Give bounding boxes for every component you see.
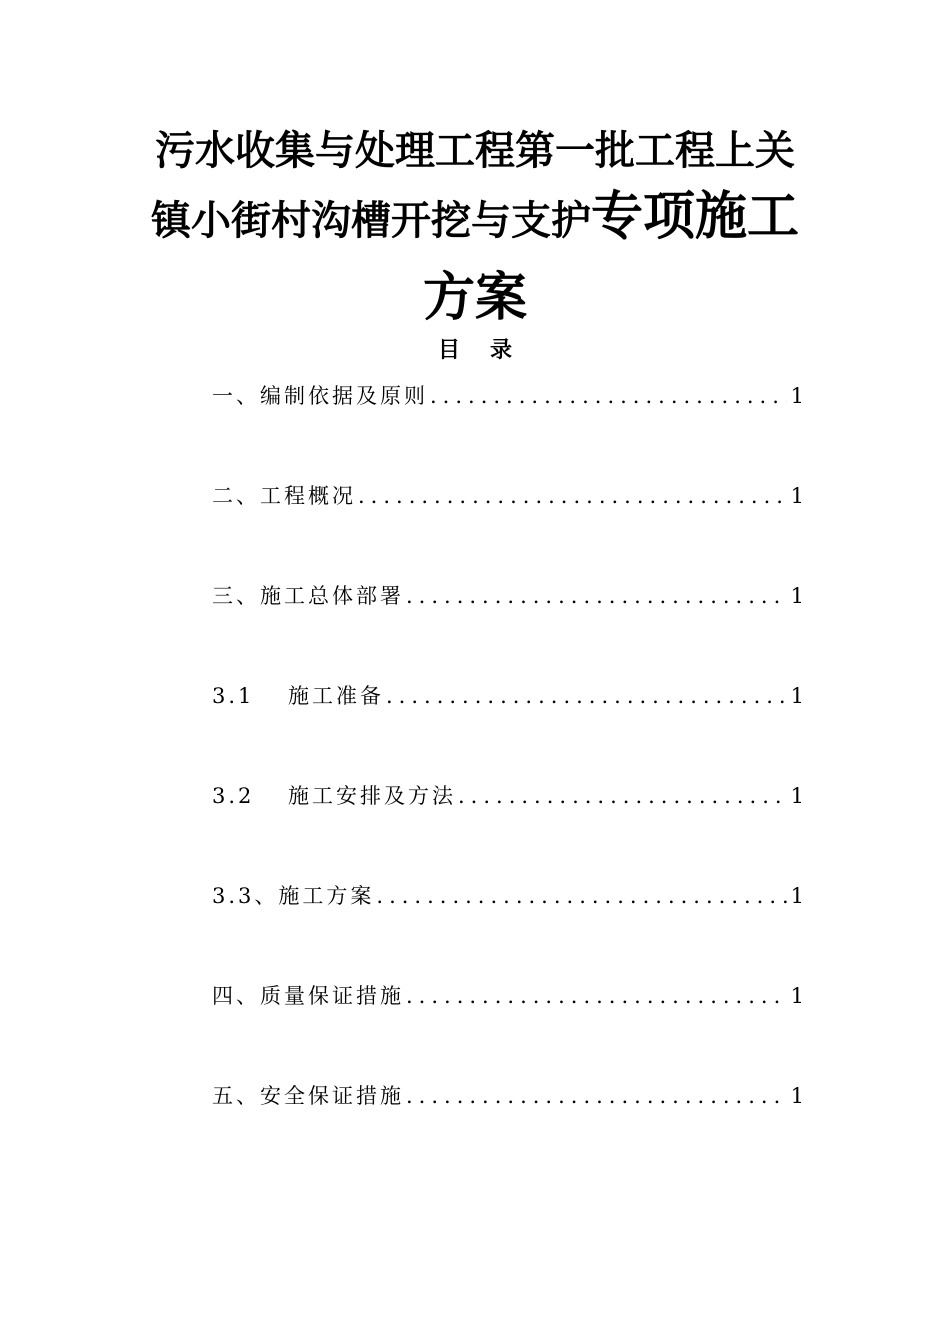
table-of-contents — [212, 380, 804, 1180]
toc-entry-4[interactable] — [212, 680, 804, 780]
document-title — [140, 118, 810, 334]
toc-dot-leader — [406, 584, 787, 608]
toc-entry-label: 施工安排及方法 — [288, 784, 456, 808]
title-line-2 — [140, 184, 810, 262]
toc-entry-6[interactable] — [212, 880, 804, 980]
toc-entry-2[interactable] — [212, 480, 804, 580]
title-line-1: 污水收集与处理工程第一批工程上关 — [155, 127, 795, 174]
toc-heading: 目录 — [437, 337, 542, 363]
toc-entry-number: 三、 — [212, 584, 260, 608]
toc-entry-number: 二、 — [212, 484, 260, 508]
toc-dot-leader — [406, 1084, 787, 1108]
toc-entry-8[interactable] — [212, 1080, 804, 1180]
toc-entry-page: 1 — [790, 884, 804, 908]
title-line-3: 方案 — [422, 267, 527, 328]
toc-entry-label: 工程概况 — [260, 484, 356, 508]
toc-dot-leader — [430, 384, 787, 408]
toc-entry-1[interactable] — [212, 380, 804, 480]
toc-entry-7[interactable] — [212, 980, 804, 1080]
toc-entry-label: 质量保证措施 — [260, 984, 404, 1008]
toc-dot-leader — [406, 984, 787, 1008]
toc-entry-page: 1 — [790, 984, 804, 1008]
toc-entry-page: 1 — [790, 684, 804, 708]
toc-entry-label: 安全保证措施 — [260, 1084, 404, 1108]
toc-entry-label: 编制依据及原则 — [260, 384, 428, 408]
toc-dot-leader — [458, 784, 787, 808]
toc-entry-number: 五、 — [212, 1084, 260, 1108]
toc-entry-number: 3.3、 — [212, 884, 279, 908]
toc-dot-leader — [376, 884, 786, 908]
toc-entry-page: 1 — [790, 484, 804, 508]
toc-entry-number: 四、 — [212, 984, 260, 1008]
toc-entry-label: 施工总体部署 — [260, 584, 404, 608]
toc-entry-page: 1 — [790, 384, 804, 408]
toc-entry-number: 3.2 — [212, 784, 255, 808]
toc-entry-3[interactable] — [212, 580, 804, 680]
toc-entry-number: 一、 — [212, 384, 260, 408]
toc-entry-page: 1 — [790, 1084, 804, 1108]
toc-dot-leader — [358, 484, 787, 508]
toc-dot-leader — [386, 684, 787, 708]
title-line-2-part-2: 专项施工 — [590, 186, 799, 247]
toc-entry-label: 施工准备 — [288, 684, 384, 708]
toc-entry-page: 1 — [790, 584, 804, 608]
title-line-2-part-1: 镇小街村沟槽开挖与支护 — [150, 197, 591, 244]
toc-entry-page: 1 — [790, 784, 804, 808]
toc-entry-label: 施工方案 — [278, 884, 375, 908]
toc-entry-number: 3.1 — [212, 684, 255, 708]
toc-entry-5[interactable] — [212, 780, 804, 880]
